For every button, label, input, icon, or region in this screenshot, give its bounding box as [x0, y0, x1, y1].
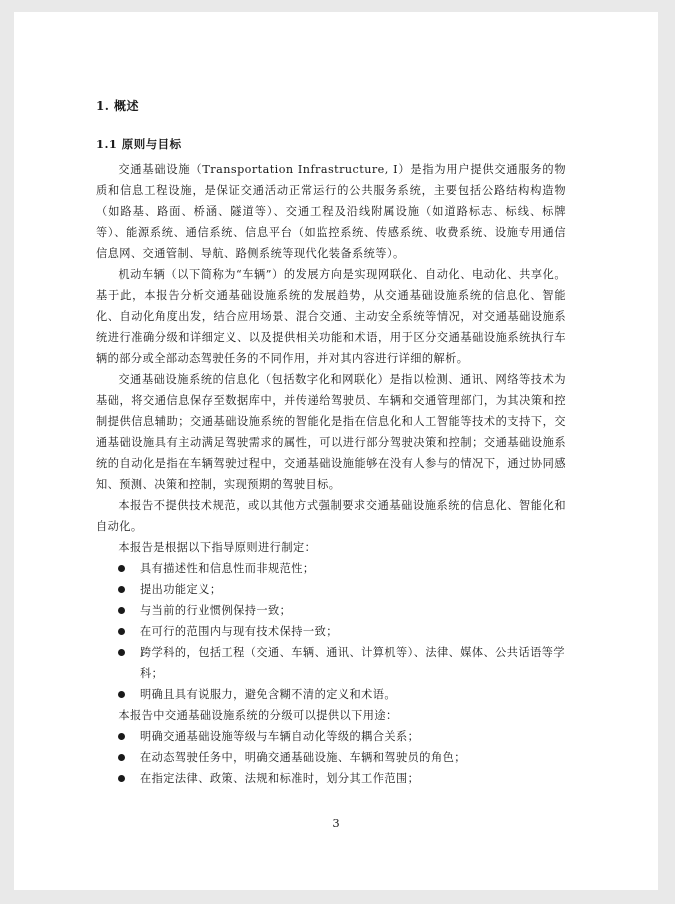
document-page — [14, 12, 658, 890]
bullet-icon — [118, 733, 125, 740]
paragraph-infrastructure-definition: 交通基础设施（Transportation Infrastructure, I）是指为用户提供交通服务的物质和信息工程设施，是保证交通活动正常运行的公共服务系统，主要包括公路结构构造物（如路基、路面、桥涵、隧道等）、交通工程及沿线附属设施（如道路标志、标线、标牌等）、能源系统、通信系统、信息平台（如监控系统、传感系统、收费系统、设施专用通信信息网、交通管制、导航、路侧系统等现代化装备系统等）。 — [96, 163, 566, 260]
bullet-icon — [118, 607, 125, 614]
list-item-text: 明确且具有说服力，避免含糊不清的定义和术语。 — [140, 688, 397, 701]
list-item-text: 跨学科的，包括工程（交通、车辆、通讯、计算机等）、法律、媒体、公共话语等学科； — [140, 646, 565, 680]
bullet-icon — [118, 754, 125, 761]
uses-list — [96, 726, 566, 789]
paragraph-vehicle-trends: 机动车辆（以下简称为“车辆”）的发展方向是实现网联化、自动化、电动化、共享化。基于此，本报告分析交通基础设施系统的发展趋势，从交通基础设施系统的信息化、智能化、自动化角度出发，结合应用场景、混合交通、主动安全系统等情况，对交通基础设施系统进行准确分级和详细定义、以及提供相关功能和术语，用于区分交通基础设施系统执行车辆的部分或全部动态驾驶任务的不同作用，并对其内容进行详细的解析。 — [96, 268, 566, 365]
section-heading: 1. 概述 — [96, 99, 139, 113]
uses-intro: 本报告中交通基础设施系统的分级可以提供以下用途： — [118, 709, 398, 722]
list-item — [96, 579, 566, 600]
page-number: 3 — [332, 816, 340, 830]
paragraph-no-technical-spec: 本报告不提供技术规范，或以其他方式强制要求交通基础设施系统的信息化、智能化和自动化。 — [96, 499, 566, 533]
list-item — [96, 768, 566, 789]
bullet-icon — [118, 586, 125, 593]
list-item — [96, 726, 566, 747]
list-item-text: 具有描述性和信息性而非规范性； — [140, 562, 315, 575]
list-item-text: 与当前的行业惯例保持一致； — [140, 604, 292, 617]
list-item — [96, 600, 566, 621]
list-item — [96, 747, 566, 768]
list-item-text: 提出功能定义； — [140, 583, 222, 596]
list-item-text: 在动态驾驶任务中，明确交通基础设施、车辆和驾驶员的角色； — [140, 751, 466, 764]
principles-list — [96, 558, 566, 705]
bullet-icon — [118, 775, 125, 782]
principles-intro: 本报告是根据以下指导原则进行制定： — [118, 541, 317, 554]
subsection-heading: 1.1 原则与目标 — [96, 137, 182, 151]
page-content — [96, 96, 566, 789]
list-item — [96, 621, 566, 642]
list-item — [96, 558, 566, 579]
list-item-text: 明确交通基础设施等级与车辆自动化等级的耦合关系； — [140, 730, 420, 743]
list-item — [96, 684, 566, 705]
bullet-icon — [118, 691, 125, 698]
list-item-text: 在可行的范围内与现有技术保持一致； — [140, 625, 338, 638]
list-item — [96, 642, 566, 684]
bullet-icon — [118, 628, 125, 635]
list-item-text: 在指定法律、政策、法规和标准时，划分其工作范围； — [140, 772, 420, 785]
paragraph-informatization-definition: 交通基础设施系统的信息化（包括数字化和网联化）是指以检测、通讯、网络等技术为基础，将交通信息保存至数据库中，并传递给驾驶员、车辆和交通管理部门，为其决策和控制提供信息辅助；交通基础设施系统的智能化是指在信息化和人工智能等技术的支持下，交通基础设施具有主动满足驾驶需求的属性，可以进行部分驾驶决策和控制；交通基础设施系统的自动化是指在车辆驾驶过程中，交通基础设施能够在没有人参与的情况下，通过协同感知、预测、决策和控制，实现预期的驾驶目标。 — [96, 373, 566, 491]
bullet-icon — [118, 649, 125, 656]
bullet-icon — [118, 565, 125, 572]
